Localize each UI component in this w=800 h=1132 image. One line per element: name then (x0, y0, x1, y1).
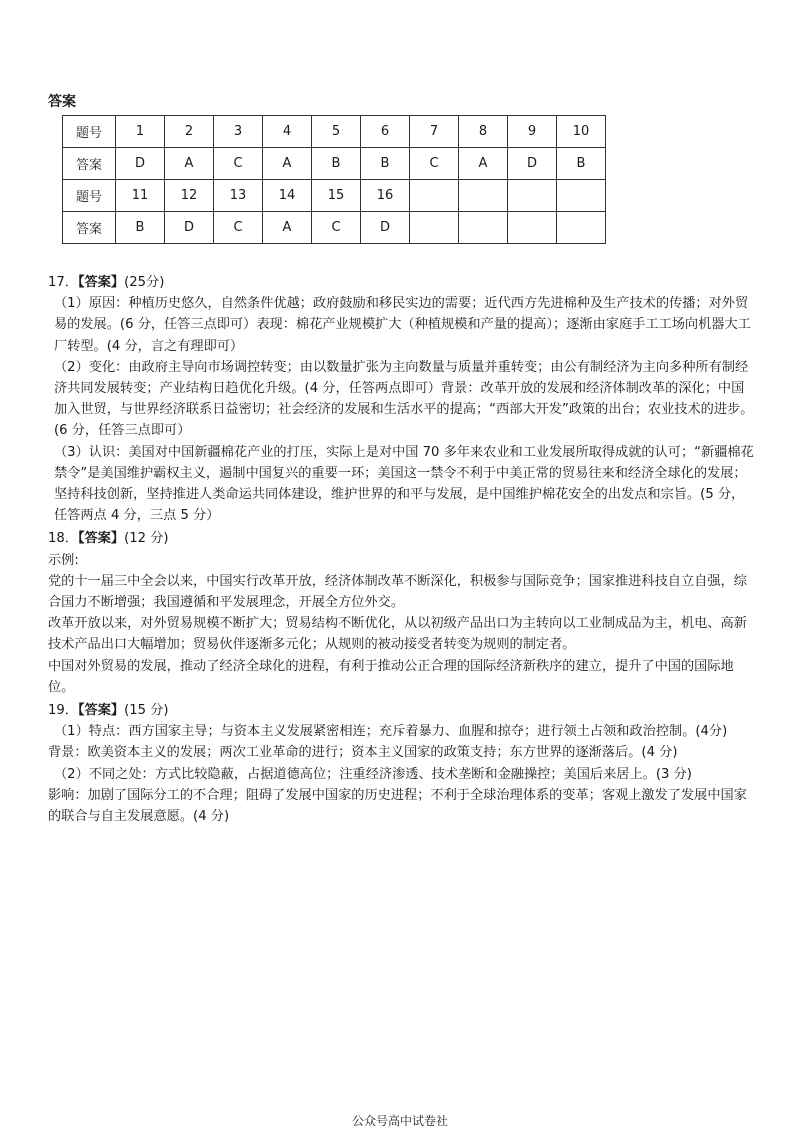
answer-table-cell (508, 180, 557, 212)
answer-table-cell: 6 (361, 116, 410, 148)
answer-table-cell: 10 (557, 116, 606, 148)
q18-heading: 18．【答案】(12 分) (48, 531, 169, 547)
answer-table-cell: C (312, 212, 361, 244)
answer-table-cell: 2 (165, 116, 214, 148)
answer-table (62, 115, 606, 244)
answer-table-cell: 14 (263, 180, 312, 212)
answer-table-cell: 7 (410, 116, 459, 148)
q18-label: 示例: (48, 552, 79, 568)
answer-table-row-header: 答案 (63, 212, 116, 244)
answer-table-cell: 4 (263, 116, 312, 148)
answer-table-cell: B (361, 148, 410, 180)
q17-heading: 17．【答案】(25分) (48, 275, 165, 290)
answer-table-cell: 1 (116, 116, 165, 148)
answer-table-row (63, 180, 606, 212)
answer-table-cell: A (459, 148, 508, 180)
answer-table-cell (557, 180, 606, 212)
q19-heading: 19．【答案】(15 分) (48, 703, 169, 719)
answer-table-cell (410, 180, 459, 212)
answer-table-cell: D (116, 148, 165, 180)
q19-part1: （1）特点：西方国家主导；与资本主义发展紧密相连；充斥着暴力、血腥和掠夺；进行领土占领和政治控制。(4分) (54, 724, 728, 740)
q19-part2: （2）不同之处：方式比较隐蔽，占据道德高位；注重经济渗透、技术垄断和金融操控；美国后来居上。(3 分) (54, 766, 692, 782)
answer-table-cell (459, 212, 508, 244)
answer-table-cell: C (214, 148, 263, 180)
answer-table-cell: C (214, 212, 263, 244)
q17-part1: （1）原因：种植历史悠久，自然条件优越；政府鼓励和移民实边的需要；近代西方先进棉种及生产技术的传播；对外贸易的发展。(6 分，任答三点即可）表现：棉花产业规模扩大（种植规模和产量的提高）；逐渐由家庭手工工场向机器大工厂转型。(4 分，言之有理即可） (54, 296, 751, 354)
q19-background: 背景：欧美资本主义的发展；两次工业革命的进行；资本主义国家的政策支持；东方世界的逐渐落后。(4 分) (48, 745, 678, 761)
q18-para3: 中国对外贸易的发展，推动了经济全球化的进程，有利于推动公正合理的国际经济新秩序的建立，提升了中国的国际地位。 (48, 658, 734, 695)
answer-table-cell: 13 (214, 180, 263, 212)
answer-table-row (63, 116, 606, 148)
answer-table-cell: 11 (116, 180, 165, 212)
answer-table-cell: A (165, 148, 214, 180)
answer-table-cell: 9 (508, 116, 557, 148)
answer-table-cell: B (557, 148, 606, 180)
answer-table-cell: 16 (361, 180, 410, 212)
q18-para2: 改革开放以来，对外贸易规模不断扩大；贸易结构不断优化，从以初级产品出口为主转向以工业制成品为主，机电、高新技术产品出口大幅增加；贸易伙伴逐渐多元化；从规则的被动接受者转变为规则的制定者。 (48, 616, 747, 653)
answer-content (48, 270, 756, 827)
answer-table-cell: C (410, 148, 459, 180)
answer-table-row-header: 答案 (63, 148, 116, 180)
answer-table-cell (557, 212, 606, 244)
answer-table-cell (508, 212, 557, 244)
answer-table-cell (459, 180, 508, 212)
answer-table-cell: 3 (214, 116, 263, 148)
answer-table-row-header: 题号 (63, 116, 116, 148)
answer-table-cell: D (165, 212, 214, 244)
answer-table-row (63, 148, 606, 180)
answer-table-cell: A (263, 148, 312, 180)
answer-heading: 答案 (48, 94, 76, 110)
answer-table-cell: B (116, 212, 165, 244)
answer-table-row-header: 题号 (63, 180, 116, 212)
answer-table-cell: A (263, 212, 312, 244)
answer-table-cell: 8 (459, 116, 508, 148)
answer-table-cell: 15 (312, 180, 361, 212)
q18-para1: 党的十一届三中全会以来，中国实行改革开放，经济体制改革不断深化，积极参与国际竞争；国家推进科技自立自强，综合国力不断增强；我国遵循和平发展理念，开展全方位外交。 (48, 573, 747, 611)
q17-part3: （3）认识：美国对中国新疆棉花产业的打压，实际上是对中国 70 多年来农业和工业发展所取得成就的认可；“新疆棉花禁令”是美国维护霸权主义，遏制中国复兴的重要一环；美国这一禁令不利于中美正常的贸易往来和经济全球化的发展；坚持科技创新，坚持推进人类命运共同体建设，维护世界的和平与发展，是中国维护棉花安全的出发点和宗旨。(5 分，任答两点 4 分，三点 5 分） (54, 444, 754, 524)
answer-table-row (63, 212, 606, 244)
answer-table-cell: 12 (165, 180, 214, 212)
answer-table-cell: D (361, 212, 410, 244)
answer-table-cell: B (312, 148, 361, 180)
answer-table-cell (410, 212, 459, 244)
answer-table-cell: 5 (312, 116, 361, 148)
q17-part2: （2）变化：由政府主导向市场调控转变；由以数量扩张为主向数量与质量并重转变；由公有制经济为主向多种所有制经济共同发展转变；产业结构日趋优化升级。(4 分，任答两点即可）背景：改革开放的发展和经济体制改革的深化；中国加入世贸，与世界经济联系日益密切；社会经济的发展和生活水平的提高；“西部大开发”政策的出台；农业技术的进步。(6 分，任答三点即可） (54, 359, 754, 439)
footer-watermark: 公众号高中试卷社 (351, 1114, 448, 1128)
q19-impact: 影响：加剧了国际分工的不合理；阻碍了发展中国家的历史进程；不利于全球治理体系的变革；客观上激发了发展中国家的联合与自主发展意愿。(4 分) (48, 787, 747, 825)
answer-table-cell: D (508, 148, 557, 180)
